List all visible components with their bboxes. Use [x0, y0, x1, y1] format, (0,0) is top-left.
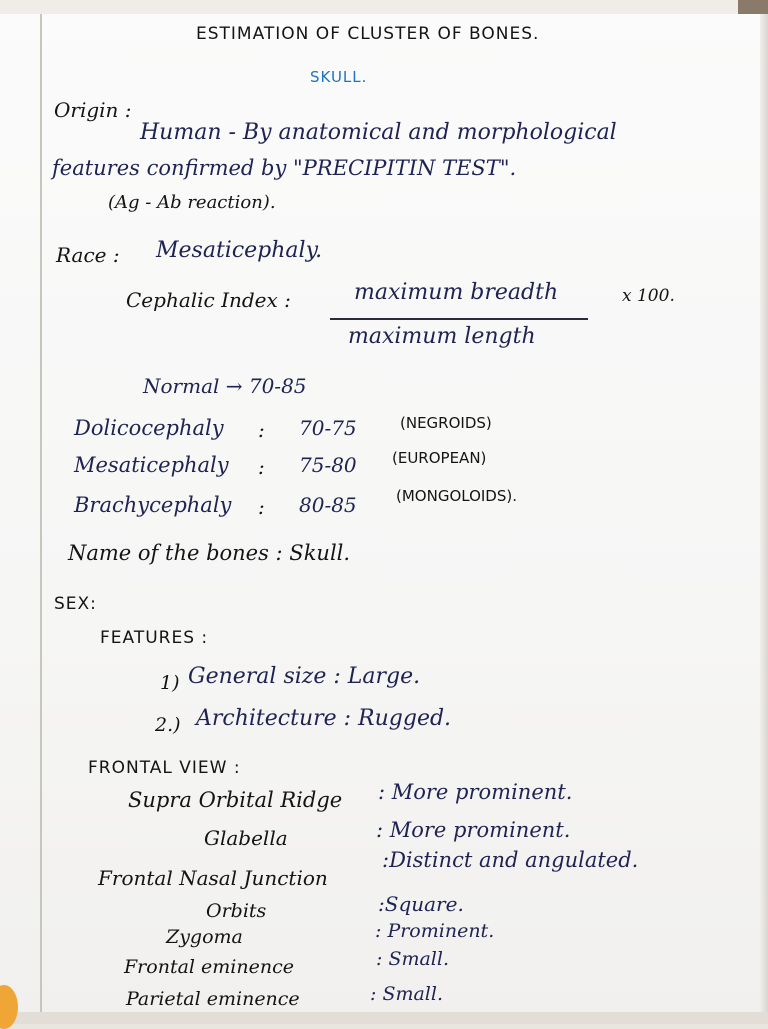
fraction-denominator: maximum length [348, 324, 536, 349]
type-name-brachy: Brachycephaly [74, 493, 232, 517]
page-right-edge [760, 14, 768, 1024]
normal-range: Normal → 70-85 [143, 374, 307, 398]
type-range-dolico: 70-75 [299, 416, 357, 440]
margin-line [40, 14, 42, 1014]
frontal-row-value: : More prominent. [376, 818, 571, 842]
frontal-row-value: :Distinct and angulated. [382, 848, 639, 872]
type-group-mesati: (EUROPEAN) [392, 449, 487, 467]
page-bottom-edge [0, 1012, 768, 1024]
feature-num-2: 2.) [155, 714, 181, 736]
frontal-view-label: FRONTAL VIEW : [88, 758, 241, 778]
page-corner [738, 0, 768, 14]
feature-num-1: 1) [160, 672, 180, 694]
type-group-brachy: (MONGOLOIDS). [396, 487, 517, 505]
frontal-row-value: :Square. [378, 892, 464, 916]
frontal-row-value: : More prominent. [378, 780, 573, 804]
type-group-dolico: (NEGROIDS) [400, 414, 492, 432]
origin-line-2: features confirmed by "PRECIPITIN TEST". [52, 156, 517, 180]
type-sep: : [258, 418, 265, 442]
feature-general-size: General size : Large. [188, 664, 421, 689]
origin-label: Origin : [54, 98, 132, 122]
origin-line-3: (Ag - Ab reaction). [108, 192, 276, 213]
frontal-row-name: Orbits [206, 900, 267, 922]
page-title: ESTIMATION OF CLUSTER OF BONES. [196, 24, 540, 44]
type-sep: : [258, 455, 265, 479]
fraction-multiplier: x 100. [622, 286, 675, 306]
page-top-edge [0, 0, 768, 14]
type-name-mesati: Mesaticephaly [74, 453, 229, 477]
frontal-row-name: Parietal eminence [126, 988, 300, 1010]
type-sep: : [258, 495, 265, 519]
frontal-row-name: Frontal Nasal Junction [98, 866, 328, 890]
frontal-row-name: Glabella [204, 826, 288, 850]
race-value: Mesaticephaly. [156, 238, 323, 263]
page-subtitle: SKULL. [310, 68, 368, 86]
type-name-dolico: Dolicocephaly [74, 416, 224, 440]
race-label: Race : [56, 243, 120, 267]
cephalic-index-label: Cephalic Index : [126, 288, 291, 312]
frontal-row-value: : Small. [376, 948, 449, 970]
features-label: FEATURES : [100, 628, 209, 648]
frontal-row-value: : Prominent. [375, 920, 495, 942]
frontal-row-value: : Small. [370, 983, 443, 1005]
frontal-row-name: Zygoma [166, 926, 243, 948]
feature-architecture: Architecture : Rugged. [196, 706, 452, 731]
type-range-mesati: 75-80 [299, 453, 357, 477]
type-range-brachy: 80-85 [299, 493, 357, 517]
fraction-bar [330, 318, 588, 320]
fraction-numerator: maximum breadth [354, 280, 559, 305]
bones-name: Name of the bones : Skull. [68, 541, 351, 565]
sex-label: SEX: [54, 594, 97, 614]
origin-line-1: Human - By anatomical and morphological [140, 120, 617, 145]
frontal-row-name: Frontal eminence [124, 956, 294, 978]
frontal-row-name: Supra Orbital Ridge [128, 788, 343, 812]
